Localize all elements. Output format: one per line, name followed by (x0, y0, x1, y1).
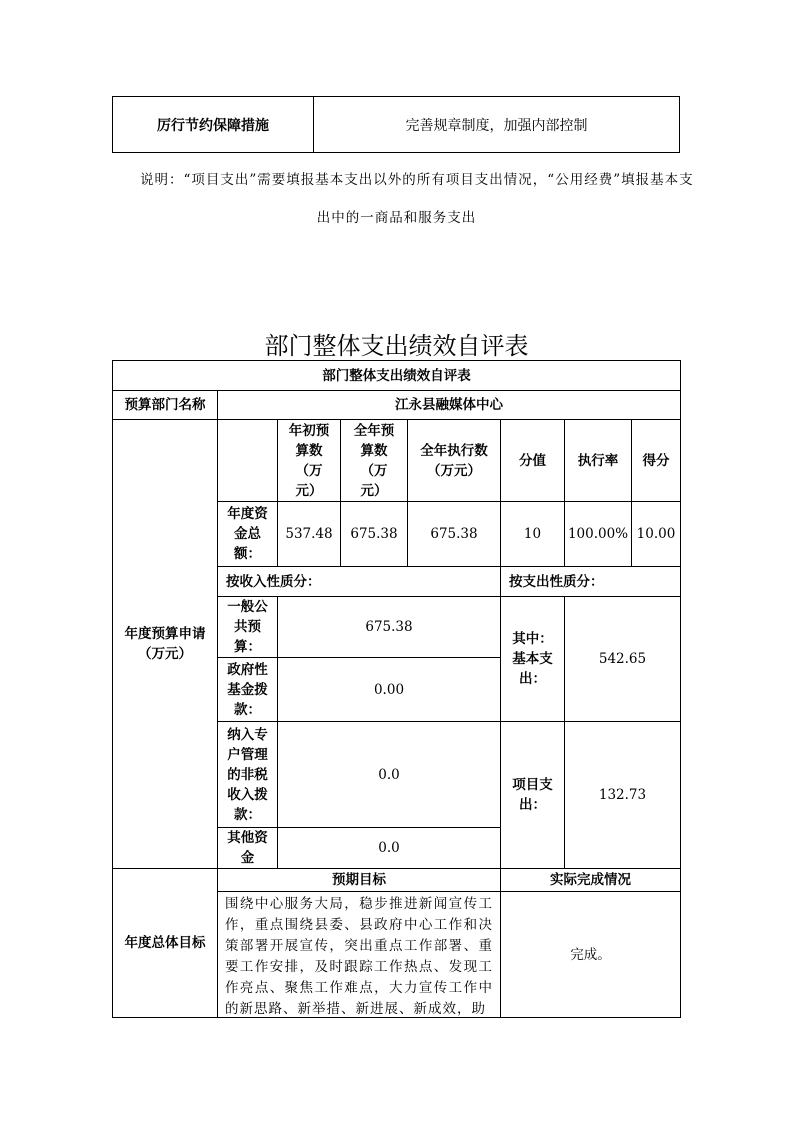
total-label: 年度资金总额： (217, 501, 278, 567)
col-execution: 全年执行数（万元） (407, 419, 501, 502)
actual-status-header: 实际完成情况 (500, 868, 681, 892)
page-title: 部门整体支出绩效自评表 (264, 332, 529, 360)
gov-fund-label: 政府性基金拨款： (217, 657, 278, 722)
general-budget-label: 一般公共预算： (217, 596, 278, 658)
measures-value: 完善规章制度，加强内部控制 (405, 117, 588, 134)
nontax-label: 纳入专户管理的非税收入拨款： (217, 721, 278, 828)
expected-goal-text: 围绕中心服务大局，稳步推进新闻宣传工作，重点围绕县委、县政府中心工作和决策部署开展宣传，突出重点工作部署、重要工作安排，及时跟踪工作热点、发现工作亮点、聚焦工作难点，大力宣传工作中的新思路、新举措、新进展、新成效，助 (217, 891, 501, 1018)
expected-goal-header: 预期目标 (217, 868, 501, 892)
note-line-1: 说明：“项目支出”需要填报基本支出以外的所有项目支出情况，“公用经费”填报基本支 (140, 172, 694, 188)
goal-section-label: 年度总体目标 (112, 868, 218, 1018)
other-fund-label: 其他资金 (217, 827, 278, 869)
project-expense-label: 项目支出： (500, 721, 565, 869)
total-rate: 100.00% (564, 501, 632, 567)
table-header: 部门整体支出绩效自评表 (112, 360, 681, 391)
total-score-value: 10 (500, 501, 565, 567)
actual-status-text: 完成。 (500, 891, 681, 1018)
measures-table (112, 96, 680, 153)
col-score: 得分 (631, 419, 681, 502)
total-exec: 675.38 (407, 501, 501, 567)
total-full: 675.38 (340, 501, 408, 567)
budget-section-label: 年度预算申请（万元） (112, 419, 218, 869)
blank-header-cell (217, 419, 278, 502)
by-income-label: 按收入性质分： (217, 566, 501, 597)
col-full-budget: 全年预算数（万元） (340, 419, 408, 502)
by-expense-label: 按支出性质分： (500, 566, 681, 597)
col-initial-budget: 年初预算数（万元） (277, 419, 341, 502)
general-budget-value: 675.38 (277, 596, 501, 658)
dept-label: 预算部门名称 (112, 390, 218, 420)
note-line-2: 出中的一商品和服务支出 (316, 210, 477, 226)
basic-expense-value: 542.65 (564, 596, 681, 722)
col-rate: 执行率 (564, 419, 632, 502)
project-expense-value: 132.73 (564, 721, 681, 869)
basic-expense-label: 其中：基本支出： (500, 596, 565, 722)
nontax-value: 0.0 (277, 721, 501, 828)
dept-value: 江永县融媒体中心 (217, 390, 681, 420)
measures-label: 厉行节约保障措施 (113, 97, 314, 152)
gov-fund-value: 0.00 (277, 657, 501, 722)
col-score-value: 分值 (500, 419, 565, 502)
total-initial: 537.48 (277, 501, 341, 567)
total-score: 10.00 (631, 501, 681, 567)
other-fund-value: 0.0 (277, 827, 501, 869)
